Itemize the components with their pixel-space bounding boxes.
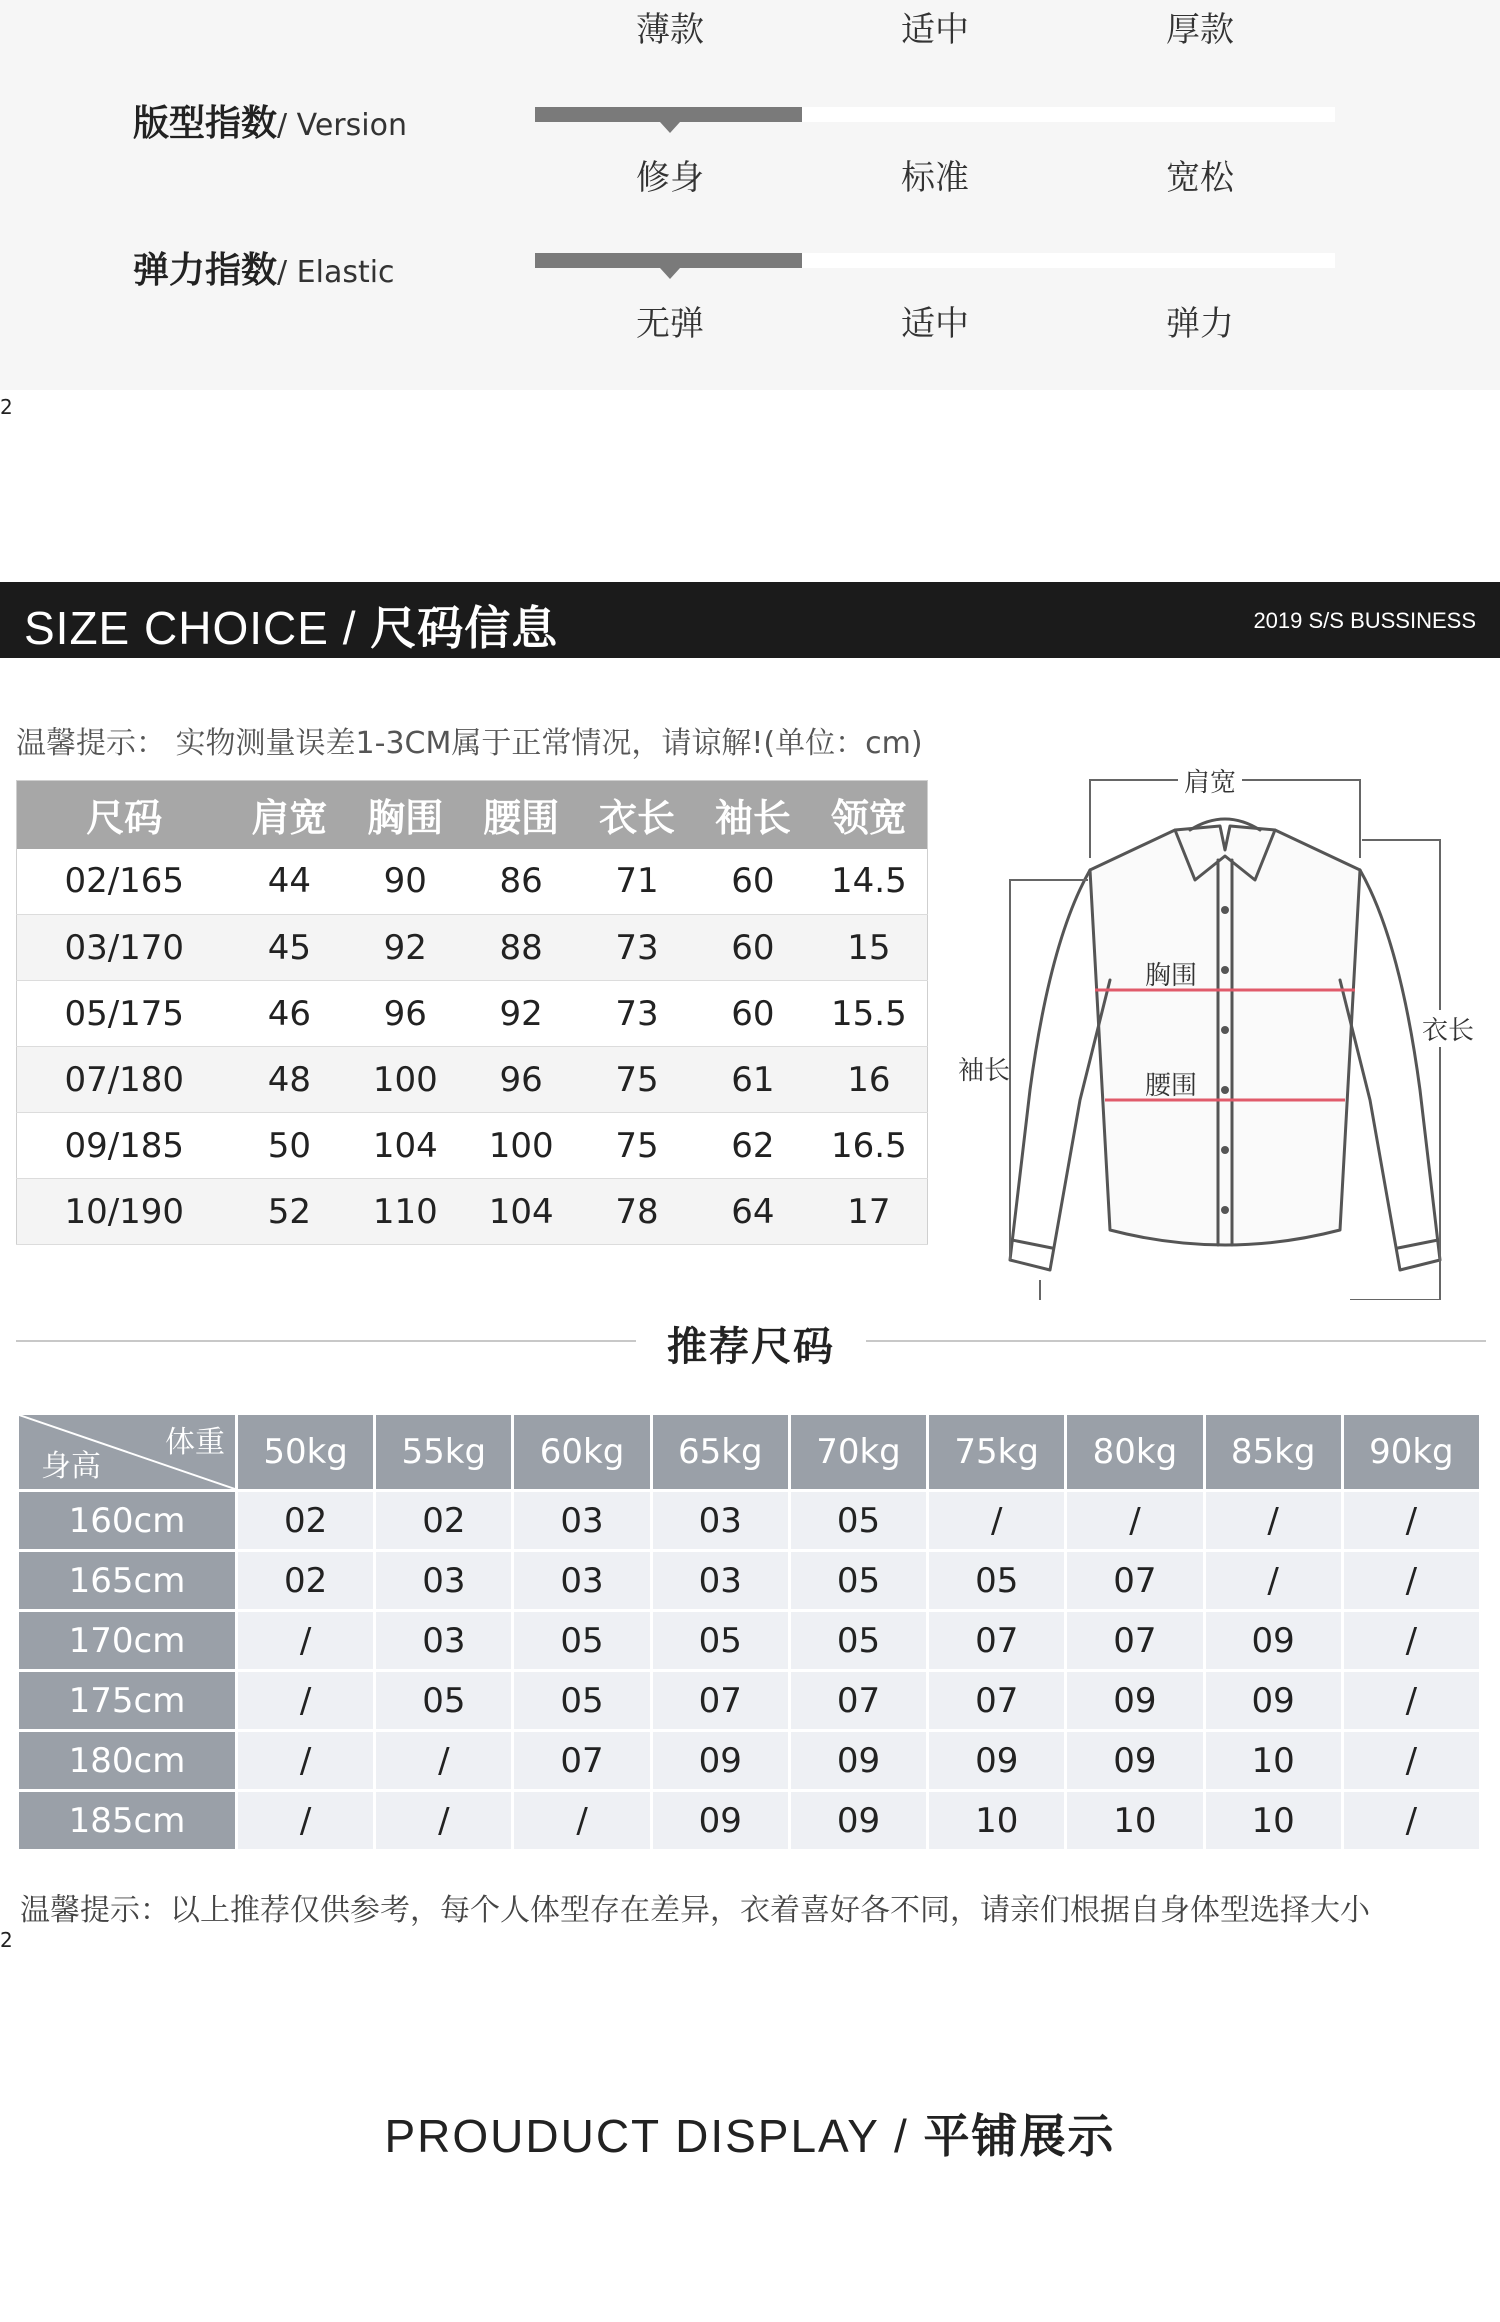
table-cell: 10	[929, 1792, 1064, 1849]
size-header-shoulder: 肩宽	[232, 781, 348, 849]
table-row	[17, 849, 928, 915]
table-cell: 15.5	[811, 981, 928, 1047]
version-option-standard: 标准	[901, 158, 969, 198]
size-table-header-row	[17, 781, 928, 849]
table-cell: /	[1206, 1552, 1341, 1609]
table-cell: 88	[463, 915, 579, 981]
size-choice-subtitle: 2019 S/S BUSSINESS	[1253, 608, 1476, 633]
table-cell: 52	[232, 1179, 348, 1245]
table-cell: /	[238, 1612, 373, 1669]
size-header-chest: 胸围	[347, 781, 463, 849]
table-row	[19, 1552, 1479, 1609]
table-cell: 16.5	[811, 1113, 928, 1179]
size-header-length: 衣长	[579, 781, 695, 849]
table-cell: 10	[1067, 1792, 1202, 1849]
table-cell: 09	[791, 1732, 926, 1789]
diagram-label-length: 衣长	[1422, 1010, 1474, 1047]
table-cell: 07	[929, 1612, 1064, 1669]
table-cell: 100	[463, 1113, 579, 1179]
table-cell: 104	[463, 1179, 579, 1245]
table-cell: 17	[811, 1179, 928, 1245]
table-cell: /	[376, 1792, 511, 1849]
version-index-label-cn: 版型指数	[133, 103, 278, 144]
version-option-loose: 宽松	[1166, 158, 1234, 198]
size-header-collar: 领宽	[811, 781, 928, 849]
table-cell: 09	[929, 1732, 1064, 1789]
table-cell: 64	[695, 1179, 811, 1245]
thickness-option-medium: 适中	[901, 10, 969, 50]
table-cell: 07	[929, 1672, 1064, 1729]
shirt-outline-icon	[970, 760, 1490, 1300]
table-cell: 07	[1067, 1612, 1202, 1669]
table-cell: 60	[695, 915, 811, 981]
table-row	[17, 915, 928, 981]
table-cell: 78	[579, 1179, 695, 1245]
table-cell: 75	[579, 1113, 695, 1179]
table-cell: /	[1344, 1732, 1479, 1789]
weight-header: 85kg	[1206, 1415, 1341, 1489]
recommend-section-title	[16, 1315, 1486, 1370]
corner-height-label: 身高	[41, 1449, 101, 1484]
table-cell: 03/170	[17, 915, 232, 981]
page-number: 2	[0, 1928, 13, 1952]
table-cell: 05	[514, 1672, 649, 1729]
table-cell: 16	[811, 1047, 928, 1113]
weight-header: 65kg	[653, 1415, 788, 1489]
product-display-title	[0, 2100, 1500, 2166]
elastic-index-label	[133, 242, 395, 293]
size-choice-title-cn: 尺码信息	[370, 601, 559, 655]
table-cell: 09	[653, 1792, 788, 1849]
diagram-label-shoulder: 肩宽	[1178, 762, 1242, 799]
fabric-index-panel	[0, 0, 1500, 390]
table-cell: 90	[347, 849, 463, 915]
recommend-table	[16, 1412, 1482, 1852]
height-header: 165cm	[19, 1552, 235, 1609]
weight-header: 75kg	[929, 1415, 1064, 1489]
table-cell: 03	[376, 1612, 511, 1669]
table-cell: 15	[811, 915, 928, 981]
measurement-tip: 温馨提示： 实物测量误差1-3CM属于正常情况，请谅解!(单位：cm)	[16, 726, 923, 761]
table-cell: 110	[347, 1179, 463, 1245]
table-cell: /	[1344, 1672, 1479, 1729]
table-row	[19, 1612, 1479, 1669]
table-cell: 10	[1206, 1732, 1341, 1789]
elastic-option-stretch: 弹力	[1166, 304, 1234, 344]
table-cell: 62	[695, 1113, 811, 1179]
product-display-title-en: PROUDUCT DISPLAY /	[384, 2110, 924, 2162]
table-cell: 09	[653, 1732, 788, 1789]
size-header-size: 尺码	[17, 781, 232, 849]
table-cell: 05	[791, 1612, 926, 1669]
weight-header: 90kg	[1344, 1415, 1479, 1489]
table-cell: 09/185	[17, 1113, 232, 1179]
table-cell: 09	[791, 1792, 926, 1849]
version-index-marker-icon	[660, 122, 680, 133]
height-header: 180cm	[19, 1732, 235, 1789]
elastic-index-label-en: / Elastic	[277, 255, 395, 290]
table-cell: 02/165	[17, 849, 232, 915]
elastic-index-label-cn: 弹力指数	[133, 250, 278, 291]
weight-header: 55kg	[376, 1415, 511, 1489]
corner-weight-label: 体重	[165, 1425, 225, 1460]
version-option-slim: 修身	[636, 158, 704, 198]
size-choice-title	[24, 592, 558, 658]
page-number: 2	[0, 395, 13, 419]
table-cell: 61	[695, 1047, 811, 1113]
table-cell: 05	[514, 1612, 649, 1669]
table-cell: /	[929, 1492, 1064, 1549]
table-cell: 07/180	[17, 1047, 232, 1113]
version-index-bar	[535, 107, 1335, 122]
table-cell: 73	[579, 915, 695, 981]
table-cell: 02	[376, 1492, 511, 1549]
table-cell: 09	[1067, 1672, 1202, 1729]
table-cell: 50	[232, 1113, 348, 1179]
table-cell: 09	[1206, 1672, 1341, 1729]
table-cell: /	[1067, 1492, 1202, 1549]
diagram-label-sleeve: 袖长	[958, 1056, 1011, 1086]
table-cell: /	[238, 1672, 373, 1729]
weight-header: 60kg	[514, 1415, 649, 1489]
size-header-sleeve: 袖长	[695, 781, 811, 849]
table-cell: 14.5	[811, 849, 928, 915]
table-cell: 07	[1067, 1552, 1202, 1609]
table-row	[17, 981, 928, 1047]
table-cell: 10	[1206, 1792, 1341, 1849]
elastic-index-marker-icon	[660, 268, 680, 279]
weight-header: 50kg	[238, 1415, 373, 1489]
table-cell: 07	[791, 1672, 926, 1729]
table-cell: 10/190	[17, 1179, 232, 1245]
table-cell: 92	[463, 981, 579, 1047]
table-cell: 60	[695, 981, 811, 1047]
diagram-label-waist: 腰围	[1145, 1071, 1198, 1101]
table-cell: 05	[653, 1612, 788, 1669]
size-choice-title-en: SIZE CHOICE /	[24, 602, 371, 654]
version-index-label-en: / Version	[277, 108, 407, 143]
weight-header: 70kg	[791, 1415, 926, 1489]
table-cell: 46	[232, 981, 348, 1047]
height-header: 170cm	[19, 1612, 235, 1669]
table-cell: /	[514, 1792, 649, 1849]
version-index-label	[133, 95, 407, 146]
table-cell: 09	[1206, 1612, 1341, 1669]
size-header-waist: 腰围	[463, 781, 579, 849]
elastic-option-medium: 适中	[901, 304, 969, 344]
table-cell: 100	[347, 1047, 463, 1113]
table-cell: 03	[653, 1552, 788, 1609]
weight-header: 80kg	[1067, 1415, 1202, 1489]
table-cell: 104	[347, 1113, 463, 1179]
table-cell: 07	[653, 1672, 788, 1729]
table-cell: 05	[791, 1492, 926, 1549]
table-cell: 71	[579, 849, 695, 915]
table-row	[19, 1492, 1479, 1549]
table-row	[17, 1179, 928, 1245]
recommend-tip: 温馨提示：以上推荐仅供参考，每个人体型存在差异，衣着喜好各不同，请亲们根据自身体型选择大小	[20, 1893, 1370, 1928]
thickness-option-thick: 厚款	[1166, 10, 1234, 50]
table-cell: /	[1344, 1492, 1479, 1549]
table-row	[17, 1113, 928, 1179]
table-cell: 44	[232, 849, 348, 915]
table-cell: /	[238, 1792, 373, 1849]
table-cell: /	[1344, 1552, 1479, 1609]
table-cell: 09	[1067, 1732, 1202, 1789]
table-cell: /	[376, 1732, 511, 1789]
table-row	[17, 1047, 928, 1113]
height-header: 175cm	[19, 1672, 235, 1729]
table-cell: 48	[232, 1047, 348, 1113]
table-cell: /	[238, 1732, 373, 1789]
table-cell: 05	[791, 1552, 926, 1609]
table-row	[19, 1792, 1479, 1849]
table-cell: 96	[347, 981, 463, 1047]
table-cell: 02	[238, 1492, 373, 1549]
elastic-option-none: 无弹	[636, 304, 704, 344]
recommend-title: 推荐尺码	[667, 1324, 835, 1370]
product-display-title-cn: 平铺展示	[923, 2109, 1116, 2163]
height-header: 185cm	[19, 1792, 235, 1849]
table-cell: 73	[579, 981, 695, 1047]
table-cell: 45	[232, 915, 348, 981]
thickness-option-thin: 薄款	[636, 10, 704, 50]
elastic-index-bar	[535, 253, 1335, 268]
size-table	[16, 780, 928, 1245]
table-cell: 86	[463, 849, 579, 915]
table-cell: 05	[376, 1672, 511, 1729]
diagram-label-chest: 胸围	[1145, 961, 1198, 991]
version-index-bar-fill	[535, 107, 802, 122]
table-cell: 03	[514, 1492, 649, 1549]
table-row	[19, 1732, 1479, 1789]
elastic-index-bar-fill	[535, 253, 802, 268]
table-cell: /	[1206, 1492, 1341, 1549]
table-cell: 96	[463, 1047, 579, 1113]
table-cell: 07	[514, 1732, 649, 1789]
table-cell: /	[1344, 1792, 1479, 1849]
table-cell: 03	[653, 1492, 788, 1549]
table-cell: 60	[695, 849, 811, 915]
height-header: 160cm	[19, 1492, 235, 1549]
recommend-header-row	[19, 1415, 1479, 1489]
table-cell: 02	[238, 1552, 373, 1609]
recommend-corner-cell	[19, 1415, 235, 1489]
table-cell: 75	[579, 1047, 695, 1113]
table-cell: /	[1344, 1612, 1479, 1669]
size-choice-header	[0, 582, 1500, 658]
table-cell: 92	[347, 915, 463, 981]
table-cell: 05	[929, 1552, 1064, 1609]
table-cell: 03	[376, 1552, 511, 1609]
table-row	[19, 1672, 1479, 1729]
table-cell: 05/175	[17, 981, 232, 1047]
shirt-measurement-diagram	[958, 760, 1490, 1300]
table-cell: 03	[514, 1552, 649, 1609]
